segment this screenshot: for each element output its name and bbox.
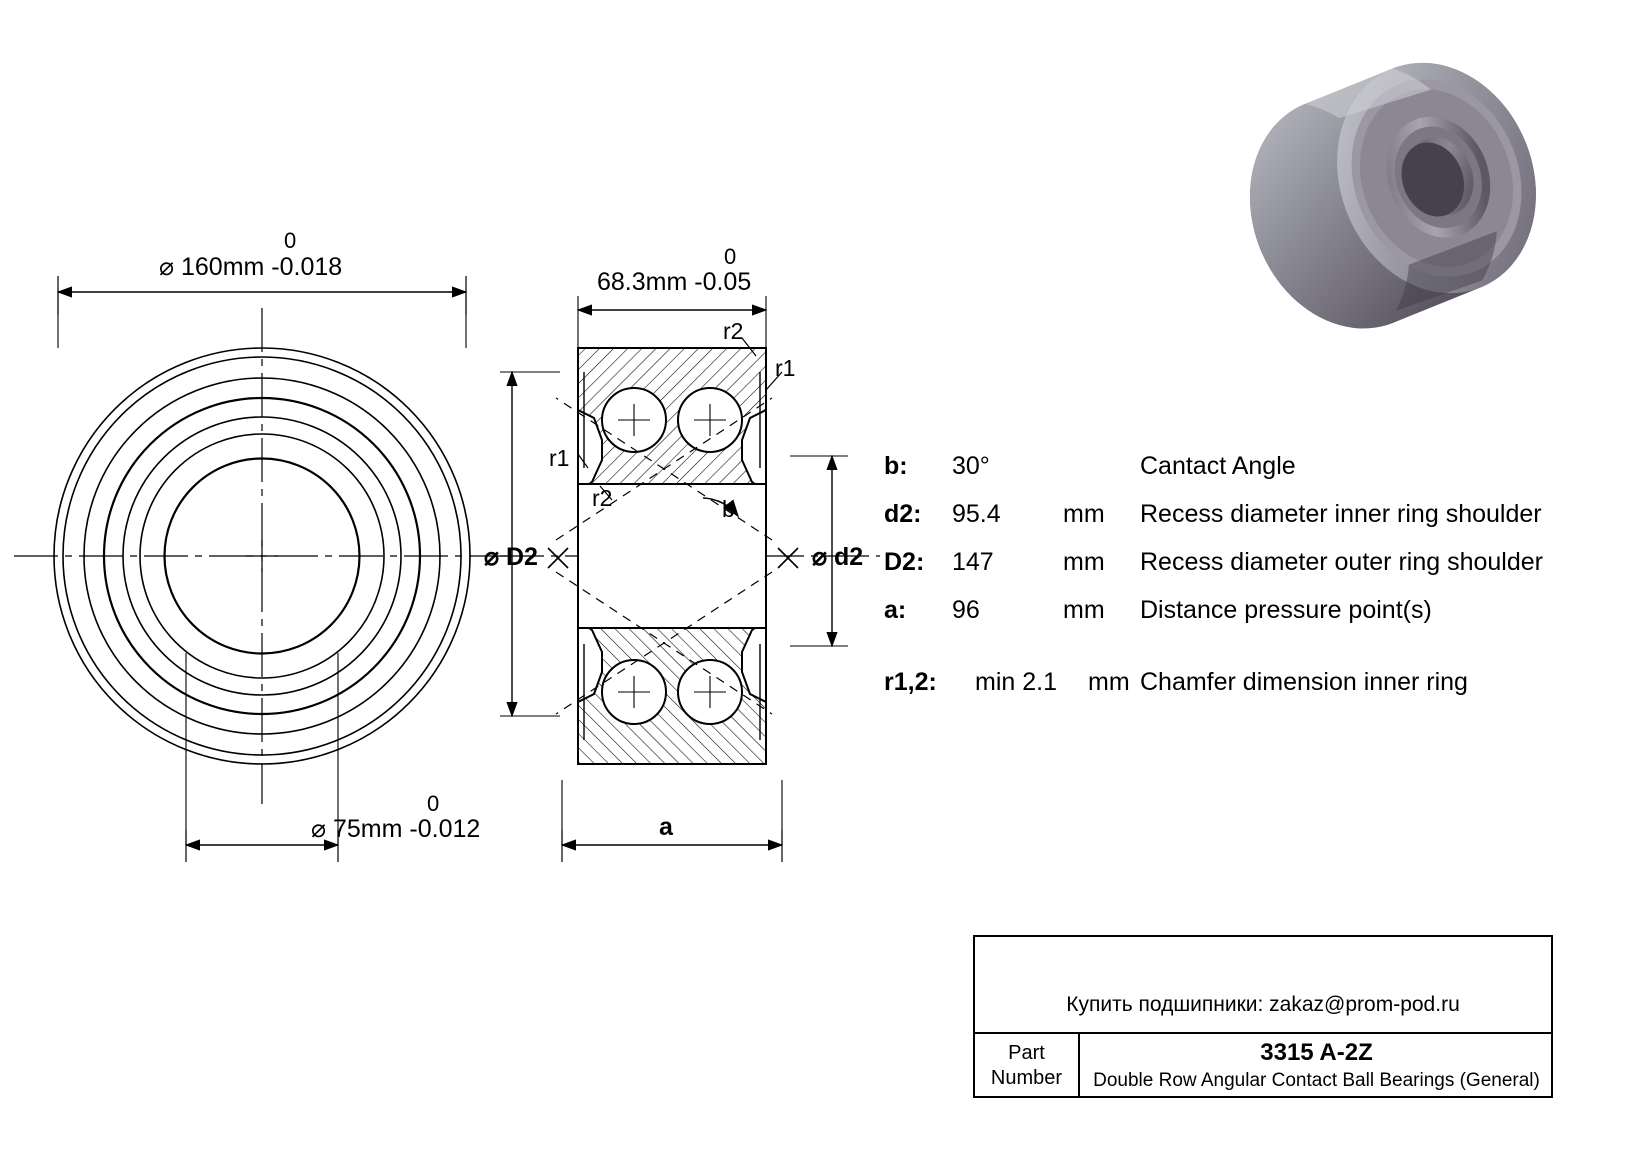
spec-unit-1: mm <box>1063 500 1105 528</box>
bearing-3d-render <box>1216 33 1570 359</box>
spec-key-4: r1,2: <box>884 668 937 696</box>
front-inner-tolerance: 0 <box>427 791 440 816</box>
contact-email-text: Купить подшипники: zakaz@prom-pod.ru <box>1066 992 1460 1016</box>
label-r1-top: r1 <box>775 355 796 381</box>
front-inner-diameter: ⌀ 75mm -0.012 <box>311 815 481 843</box>
label-r2-left: r2 <box>592 485 613 511</box>
spec-desc-1: Recess diameter inner ring shoulder <box>1140 500 1542 528</box>
spec-unit-4: mm <box>1088 668 1130 696</box>
part-description: Double Row Angular Contact Ball Bearings (General) <box>1093 1070 1540 1092</box>
front-view <box>14 276 510 862</box>
spec-desc-3: Distance pressure point(s) <box>1140 596 1432 624</box>
spec-key-1: d2: <box>884 500 922 528</box>
section-width-tolerance: 0 <box>724 244 737 269</box>
spec-value-2: 147 <box>952 548 994 576</box>
spec-unit-2: mm <box>1063 548 1105 576</box>
part-number-label-line1: Part <box>1008 1042 1045 1064</box>
spec-desc-4: Chamfer dimension inner ring <box>1140 668 1468 696</box>
spec-unit-3: mm <box>1063 596 1105 624</box>
part-number-value: 3315 A-2Z <box>1260 1039 1373 1067</box>
section-width-dimension: 68.3mm -0.05 <box>597 268 752 296</box>
spec-value-1: 95.4 <box>952 500 1001 528</box>
spec-value-0: 30° <box>952 452 990 480</box>
spec-value-4: min 2.1 <box>975 668 1057 696</box>
front-outer-tolerance: 0 <box>284 228 297 253</box>
label-a: a <box>659 813 673 841</box>
spec-desc-0: Cantact Angle <box>1140 452 1296 480</box>
label-D2: ⌀ D2 <box>484 543 538 571</box>
section-view <box>500 296 880 862</box>
title-block-email-row <box>975 937 1551 1034</box>
spec-value-3: 96 <box>952 596 980 624</box>
spec-key-0: b: <box>884 452 908 480</box>
part-number-label-line2: Number <box>990 1067 1063 1089</box>
spec-desc-2: Recess diameter outer ring shoulder <box>1140 548 1543 576</box>
label-contact-angle-b: b <box>722 496 735 522</box>
label-r2-top: r2 <box>723 318 744 344</box>
spec-key-2: D2: <box>884 548 925 576</box>
spec-key-3: a: <box>884 596 907 624</box>
title-block <box>973 935 1553 1098</box>
part-number-label <box>975 1034 1080 1098</box>
label-d2: ⌀ d2 <box>812 543 864 571</box>
front-outer-diameter: ⌀ 160mm -0.018 <box>159 253 343 281</box>
label-r1-left: r1 <box>549 445 570 471</box>
part-number-value-cell <box>1080 1034 1553 1098</box>
